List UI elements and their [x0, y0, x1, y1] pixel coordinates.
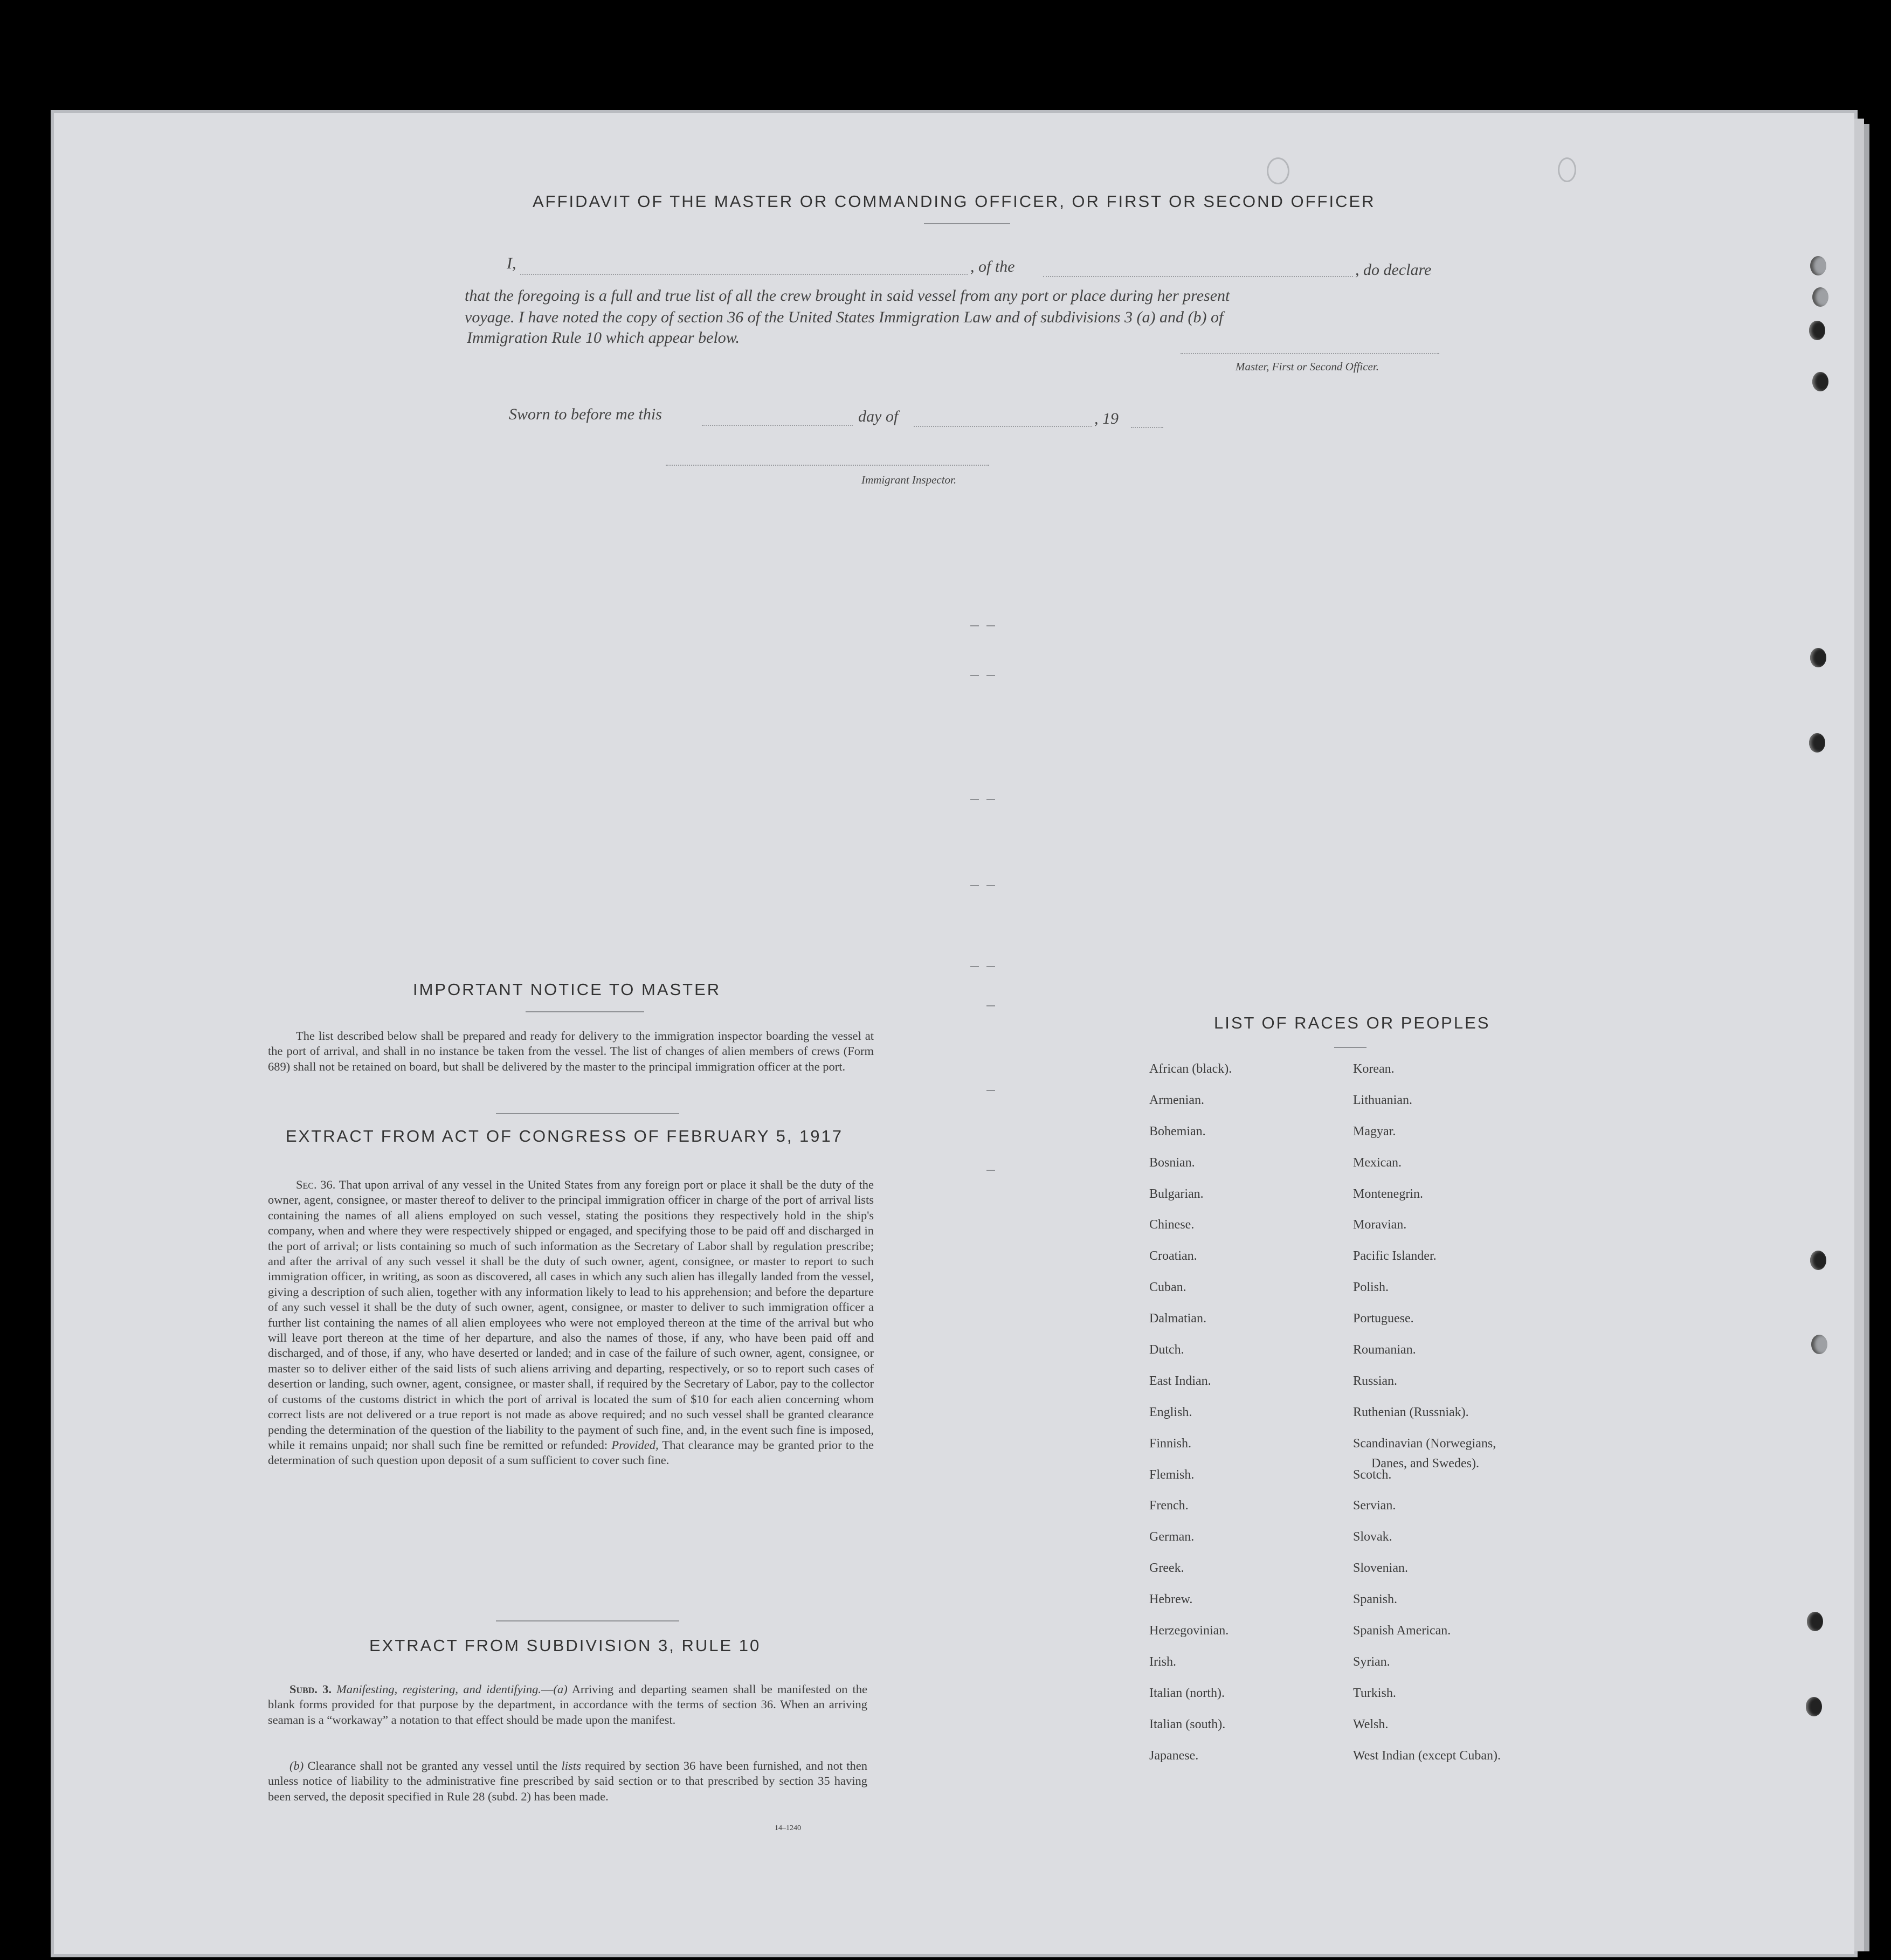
affidavit-line-3: voyage. I have noted the copy of section 36 of the United States Immigration Law and of subdivisions 3 (a) and (b) of: [465, 308, 1224, 326]
provided-label: Provided,: [611, 1438, 659, 1452]
race-item: English.: [1149, 1405, 1192, 1419]
punch-hole: [1812, 372, 1828, 391]
race-item: West Indian (except Cuban).: [1353, 1748, 1501, 1763]
punch-hole: [1806, 1697, 1822, 1716]
race-item: Bohemian.: [1149, 1124, 1206, 1138]
race-item: Ruthenian (Russniak).: [1353, 1405, 1469, 1419]
affidavit-title: AFFIDAVIT OF THE MASTER OR COMMANDING OFFICER, OR FIRST OR SECOND OFFICER: [533, 192, 1376, 211]
race-item: Chinese.: [1149, 1218, 1195, 1232]
faint-circle-mark: [1267, 157, 1289, 184]
punch-hole: [1809, 733, 1825, 753]
race-item: Welsh.: [1353, 1717, 1389, 1731]
punch-hole: [1810, 648, 1826, 667]
race-item: Polish.: [1353, 1280, 1389, 1295]
race-item: Slovak.: [1353, 1530, 1392, 1544]
race-item: Roumanian.: [1353, 1343, 1416, 1357]
affidavit-do-declare: , do declare: [1355, 261, 1432, 279]
subd-a-text: Arriving and departing seamen shall be manifested on the blank forms provided for that purpose by the department, in accordance with the terms of section 36. When an arriving seaman is a “workaway” a notation to that effect should be made upon the manifest.: [268, 1682, 868, 1727]
race-item: Cuban.: [1149, 1280, 1186, 1295]
form-number: 14–1240: [775, 1824, 801, 1832]
race-item: Russian.: [1353, 1374, 1398, 1388]
affidavit-of-the: , of the: [970, 258, 1015, 275]
punch-hole: [1810, 1251, 1826, 1270]
punch-hole: [1811, 1335, 1827, 1354]
sworn-year-blank[interactable]: [1131, 427, 1163, 428]
extract-act-body: [268, 1177, 874, 1468]
name-blank[interactable]: [520, 274, 968, 275]
notice-title: IMPORTANT NOTICE TO MASTER: [413, 980, 721, 999]
race-item: Turkish.: [1353, 1686, 1396, 1700]
race-item: Dutch.: [1149, 1343, 1184, 1357]
race-item: Montenegrin.: [1353, 1186, 1423, 1201]
extract-act-title: EXTRACT FROM ACT OF CONGRESS OF FEBRUARY 5, 1917: [286, 1127, 844, 1145]
race-item: Irish.: [1149, 1654, 1176, 1669]
page-edge-back: [1864, 124, 1869, 1951]
race-item: Moravian.: [1353, 1218, 1407, 1232]
subd-b-paragraph: [268, 1758, 867, 1804]
race-item: French.: [1149, 1499, 1189, 1513]
race-item: Armenian.: [1149, 1093, 1204, 1107]
punch-hole: [1809, 321, 1825, 340]
race-item: Flemish.: [1149, 1467, 1195, 1482]
race-item: Magyar.: [1353, 1124, 1396, 1138]
punch-hole: [1812, 287, 1828, 307]
race-item: Scotch.: [1353, 1467, 1392, 1482]
sec-36-text: That upon arrival of any vessel in the United States from any foreign port or place it shall be the duty of the owner, agent, consignee, or master thereof to deliver to the principal immigration officer in charge of the port of arrival lists containing the names of all aliens employed on such vessel, stating the positions they respectively hold in the ship's company, when and where they were respectively shipped or engaged, and specifying those to be paid off and discharged in the port of arrival; or lists containing so much of such information as the Secretary of Labor shall by regulation prescribe; and after the arrival of any such vessel it shall be the duty of such owner, agent, consignee, or master to report to such immigration officer, in writing, as soon as discovered, all cases in which any such alien has illegally landed from the vessel, giving a description of such alien, together with any information likely to lead to his apprehension; and before the departure of any such vessel it shall be the duty of such owner, agent, consignee, or master to deliver to such immigration officer a further list containing the names of all alien employees who were not employed thereon at the time of the arrival but who will leave port thereon at the time of her departure, and also the names of those, if any, who have been paid off and discharged, and of those, if any, who have deserted or landed; and in case of the failure of such owner, agent, consignee, or master so to deliver either of the said lists of such aliens arriving and departing, respectively, or so to report such cases of desertion or landing, such owner, agent, consignee, or master shall, if required by the Secretary of Labor, pay to the collector of customs of the customs district in which the port of arrival is located the sum of $10 for each alien concerning whom correct lists are not delivered or a true report is not made as above required; and no such vessel shall be granted clearance pending the determination of the question of the liability to the payment of such fine, and, in the event such fine is imposed, while it remains unpaid; nor shall such fine be remitted or refunded:: [268, 1178, 874, 1452]
race-item: Bulgarian.: [1149, 1186, 1204, 1201]
affidavit-line-4: Immigration Rule 10 which appear below.: [467, 329, 740, 347]
sworn-text: Sworn to before me this: [509, 405, 662, 423]
race-item: Spanish.: [1353, 1592, 1398, 1607]
sworn-day-blank[interactable]: [702, 425, 853, 426]
race-item: Croatian.: [1149, 1249, 1197, 1264]
race-item: Greek.: [1149, 1561, 1184, 1576]
subd-b-text-2: required by section 36 have been furnished, and not then unless notice of liability to the administrative fine prescribed by said section or to that prescribed by section 35 having been served, the deposit specified in Rule 28 (subd. 2) has been made.: [268, 1759, 868, 1803]
race-item: East Indian.: [1149, 1374, 1211, 1388]
vessel-blank[interactable]: [1043, 276, 1353, 277]
punch-hole: [1810, 256, 1826, 275]
race-item: Dalmatian.: [1149, 1312, 1206, 1326]
subd-a-label: (a): [553, 1682, 568, 1696]
race-item: Slovenian.: [1353, 1561, 1408, 1576]
subd-heading: Manifesting, registering, and identifying.: [336, 1682, 541, 1696]
race-item: Servian.: [1353, 1499, 1396, 1513]
races-right-column: [1353, 1062, 1501, 1779]
sworn-month-blank[interactable]: [914, 426, 1092, 427]
day-of-text: day of: [858, 408, 899, 425]
year-text: , 19: [1094, 410, 1119, 427]
race-item: Syrian.: [1353, 1654, 1390, 1669]
notice-body: The list described below shall be prepared and ready for delivery to the immigration inspector boarding the vessel at the port of arrival, and shall in no instance be taken from the vessel. The list of changes of alien members of crews (Form 689) shall not be retained on board, but shall be delivered by the master to the principal immigration officer at the port.: [268, 1029, 874, 1073]
race-item: Lithuanian.: [1353, 1093, 1412, 1107]
race-item: Portuguese.: [1353, 1312, 1414, 1326]
page-edge: [1854, 119, 1864, 1951]
race-item: Italian (south).: [1149, 1717, 1226, 1731]
race-item: Korean.: [1353, 1062, 1395, 1076]
sec-label: Sec. 36.: [296, 1178, 336, 1191]
race-item: Mexican.: [1353, 1155, 1402, 1170]
race-item: Italian (north).: [1149, 1686, 1225, 1700]
races-left-column: [1149, 1062, 1232, 1779]
subd-label: Subd. 3.: [289, 1682, 332, 1696]
inspector-signature-blank[interactable]: [666, 465, 989, 466]
subd-b-lists: lists: [561, 1759, 581, 1772]
master-signature-label: Master, First or Second Officer.: [1236, 360, 1379, 373]
extract-rule-title: EXTRACT FROM SUBDIVISION 3, RULE 10: [369, 1636, 761, 1655]
scandinavian-continuation: Danes, and Swedes).: [1371, 1457, 1479, 1471]
subd-a-paragraph: Subd. 3. Manifesting, registering, and identifying.—(a) Arriving and departing seamen shall be manifested on the blank forms provided for that purpose by the department, in accordance with the terms of section 36. When an arriving seaman is a “workaway” a notation to that effect should be made upon the manifest.: [268, 1682, 868, 1727]
race-item: Spanish American.: [1353, 1624, 1451, 1638]
punch-hole: [1807, 1612, 1823, 1631]
inspector-label: Immigrant Inspector.: [861, 473, 957, 486]
race-item: German.: [1149, 1530, 1195, 1544]
affidavit-line-2: that the foregoing is a full and true list of all the crew brought in said vessel from any port or place during her present: [465, 287, 1230, 305]
subd-b-text-1: Clearance shall not be granted any vessel until the: [307, 1759, 558, 1772]
provided-text: That clearance may be granted prior to the determination of such question upon deposit of a sum sufficient to cover such fine.: [268, 1438, 874, 1467]
race-item: Japanese.: [1149, 1748, 1199, 1763]
race-item: Herzegovinian.: [1149, 1624, 1229, 1638]
race-item: Bosnian.: [1149, 1155, 1195, 1170]
races-title: LIST OF RACES OR PEOPLES: [1214, 1013, 1490, 1032]
affidavit-i: I,: [507, 254, 516, 272]
race-item: Hebrew.: [1149, 1592, 1193, 1607]
race-item: African (black).: [1149, 1062, 1232, 1076]
master-signature-blank[interactable]: [1181, 353, 1439, 354]
subd-b-label: (b): [289, 1759, 304, 1772]
faint-circle-mark: [1558, 157, 1576, 182]
race-item: Finnish.: [1149, 1436, 1192, 1451]
race-item: Scandinavian (Norwegians,: [1353, 1436, 1496, 1451]
race-item: Pacific Islander.: [1353, 1249, 1437, 1264]
